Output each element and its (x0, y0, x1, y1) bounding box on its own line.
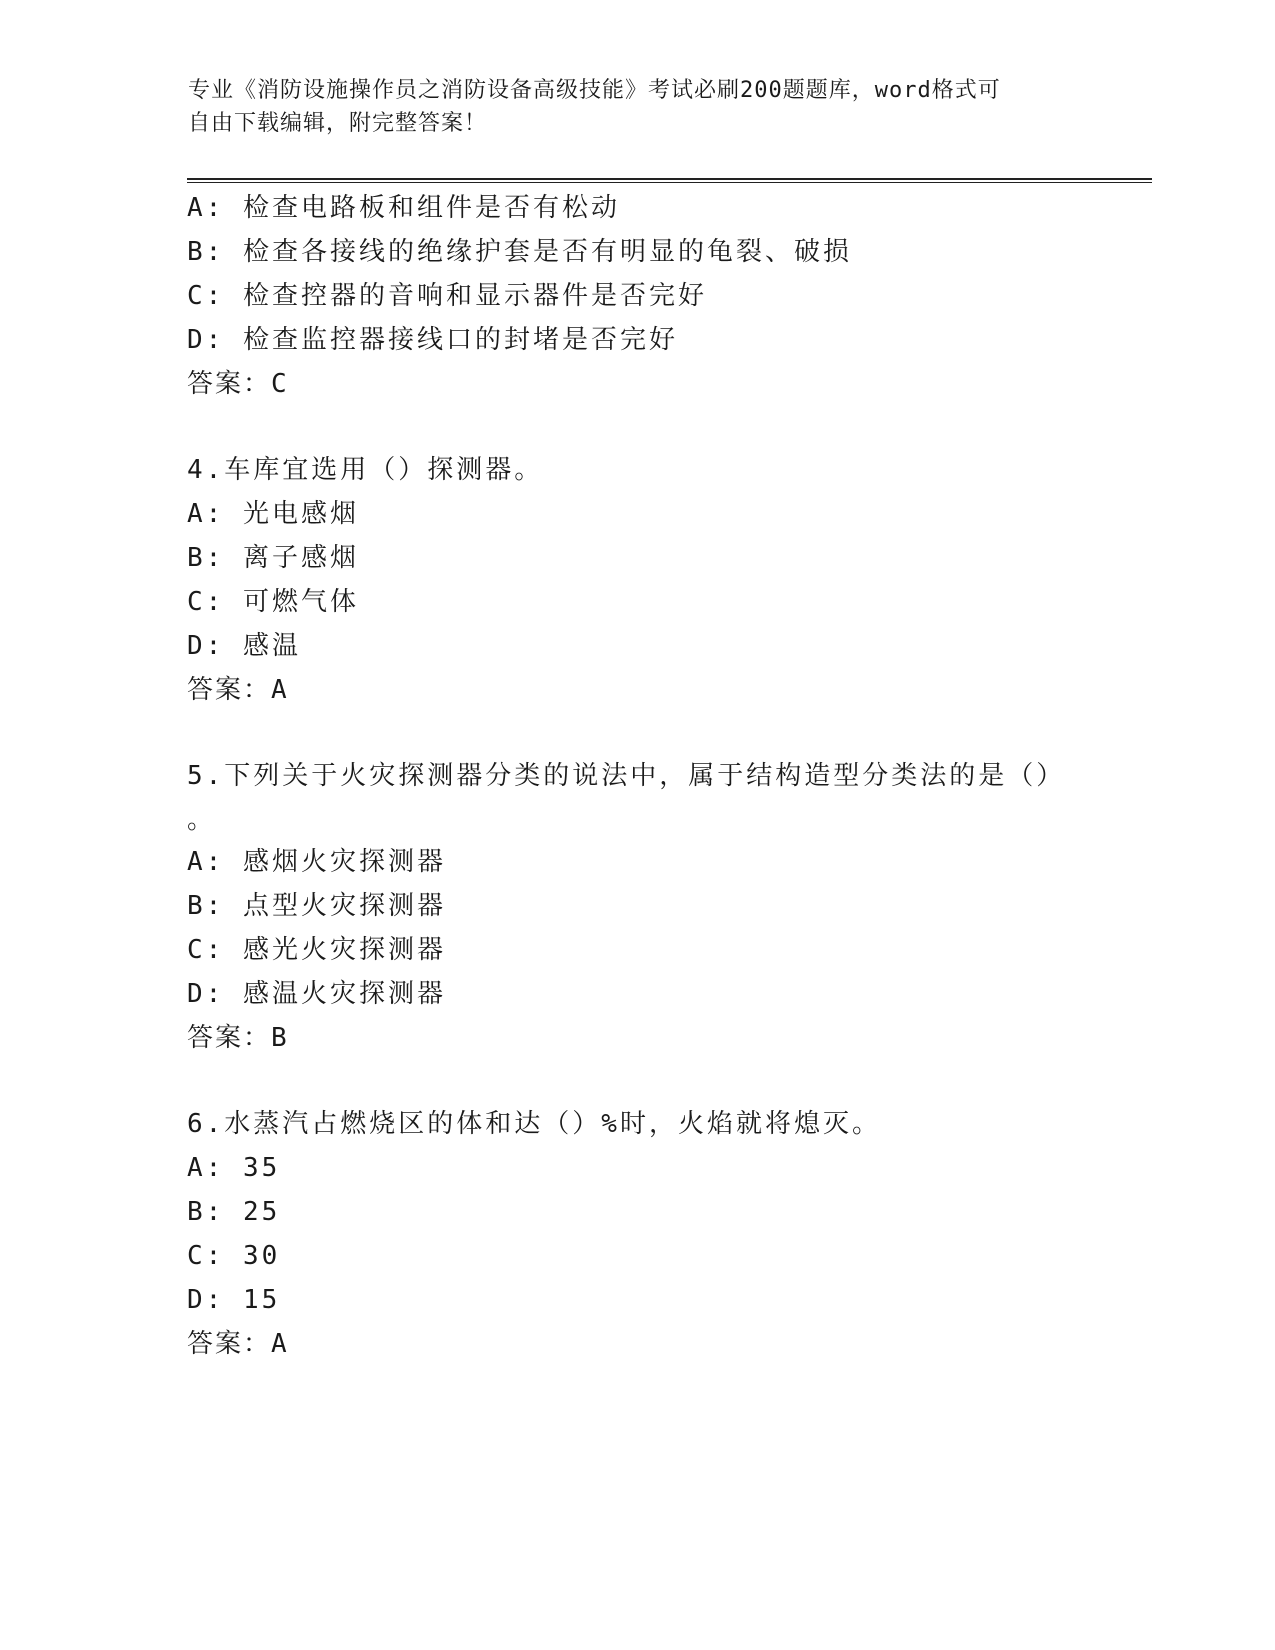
header-rule-thick (187, 178, 1152, 180)
document-header (188, 74, 1088, 140)
q4-option-d: D: 感温 (187, 631, 301, 661)
q5-option-b: B: 点型火灾探测器 (187, 891, 446, 921)
q3-option-d: D: 检查监控器接线口的封堵是否完好 (187, 325, 678, 355)
q3-option-a: A: 检查电路板和组件是否有松动 (187, 193, 620, 223)
q3-option-b: B: 检查各接线的绝缘护套是否有明显的龟裂、破损 (187, 237, 852, 267)
q4-option-c: C: 可燃气体 (187, 587, 359, 617)
q5-option-d: D: 感温火灾探测器 (187, 979, 446, 1009)
q6-option-a: A: 35 (187, 1153, 281, 1183)
q5-option-c: C: 感光火灾探测器 (187, 935, 446, 965)
q5-question: 5.下列关于火灾探测器分类的说法中，属于结构造型分类法的是（） (187, 761, 1066, 791)
q4-question: 4.车库宜选用（）探测器。 (187, 455, 544, 485)
q5-option-a: A: 感烟火灾探测器 (187, 847, 446, 877)
q5-answer: 答案：B (187, 1023, 289, 1053)
q5-question-continued: 。 (187, 805, 217, 835)
header-rule-thin (187, 182, 1152, 183)
q4-option-a: A: 光电感烟 (187, 499, 359, 529)
q4-answer: 答案：A (187, 675, 289, 705)
q6-answer: 答案：A (187, 1329, 289, 1359)
q3-option-c: C: 检查控器的音响和显示器件是否完好 (187, 281, 707, 311)
q4-option-b: B: 离子感烟 (187, 543, 359, 573)
q6-question: 6.水蒸汽占燃烧区的体和达（）%时，火焰就将熄灭。 (187, 1109, 881, 1139)
q6-option-b: B: 25 (187, 1197, 281, 1227)
header-line-1: 专业《消防设施操作员之消防设备高级技能》考试必刷200题题库，word格式可 (188, 78, 1001, 103)
header-line-2: 自由下载编辑，附完整答案！ (188, 111, 488, 136)
q6-option-d: D: 15 (187, 1285, 281, 1315)
q6-option-c: C: 30 (187, 1241, 281, 1271)
q3-answer: 答案：C (187, 369, 289, 399)
